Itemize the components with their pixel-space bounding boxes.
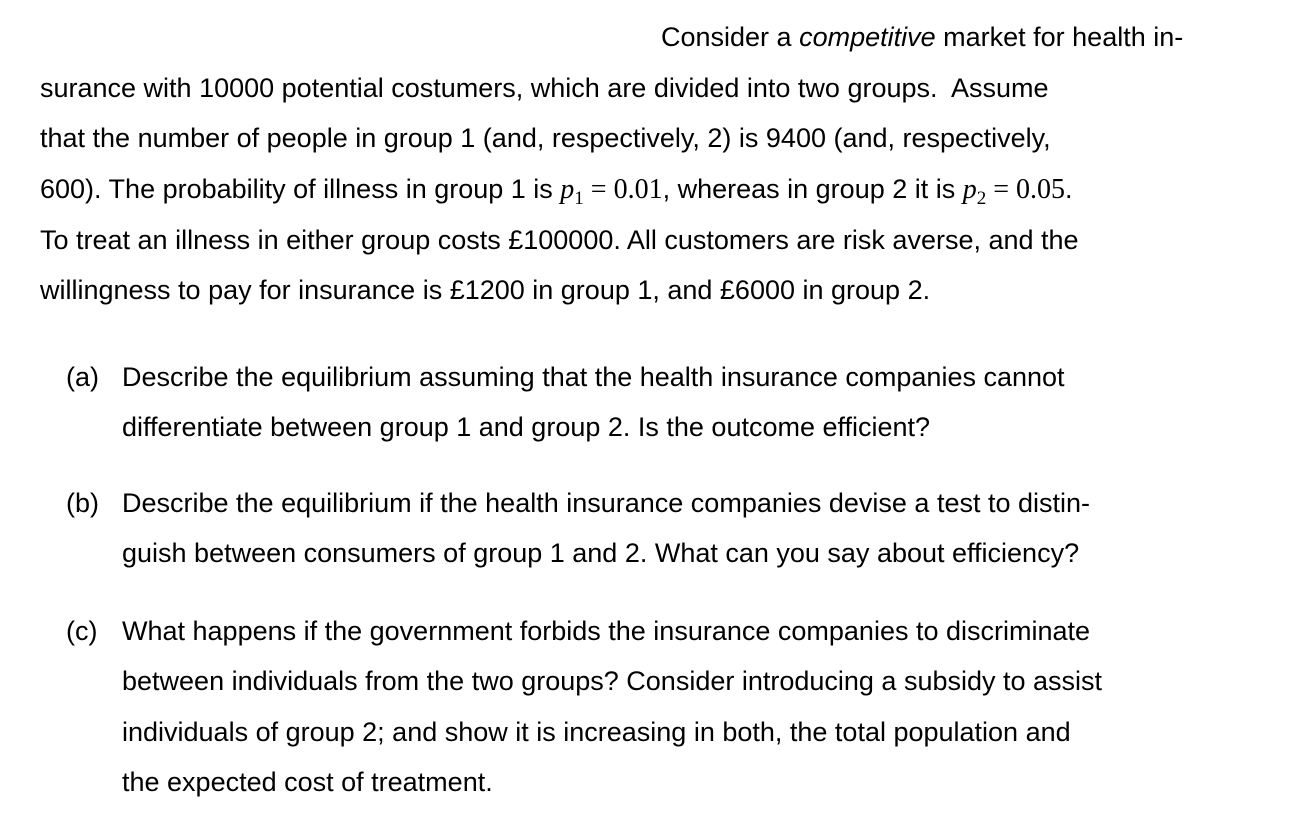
- p2-value: = 0.05: [986, 174, 1066, 205]
- problem-line-2: surance with 10000 potential costumers, which are divided into two groups. Assume: [40, 73, 1049, 103]
- question-c-line-2: between individuals from the two groups? Consider introducing a subsidy to assist: [122, 666, 1103, 696]
- p2-subscript: 2: [976, 188, 987, 209]
- question-a-line-1: Describe the equilibrium assuming that the health insurance companies cannot: [122, 362, 1065, 392]
- problem-line-4-end: .: [1065, 174, 1073, 204]
- p2-formula: [962, 174, 1066, 209]
- question-c-line-4: the expected cost of treatment.: [122, 767, 493, 797]
- question-a-line-2: differentiate between group 1 and group 2. Is the outcome efficient?: [122, 412, 931, 442]
- question-c-line-3: individuals of group 2; and show it is increasing in both, the total population and: [122, 717, 1071, 747]
- question-b-label: (b): [66, 488, 99, 518]
- question-b-line-1: Describe the equilibrium if the health insurance companies devise a test to distin-: [122, 488, 1091, 518]
- problem-line-4-start: 600). The probability of illness in group 1 is: [40, 174, 561, 204]
- p1-formula: [560, 174, 663, 209]
- p1-value: = 0.01: [583, 174, 663, 205]
- problem-line-1: [661, 20, 1183, 54]
- problem-line-3: that the number of people in group 1 (and, respectively, 2) is 9400 (and, respectively,: [40, 123, 1051, 153]
- problem-line-4-middle: , whereas in group 2 it is: [662, 174, 963, 204]
- problem-line-4: [40, 172, 1073, 210]
- problem-line-1-start: Consider a: [661, 22, 800, 52]
- problem-line-1-end: market for health in-: [935, 22, 1184, 52]
- p2-variable: p: [962, 174, 977, 205]
- question-b-line-2: guish between consumers of group 1 and 2. What can you say about efficiency?: [122, 538, 1080, 568]
- question-a-label: (a): [66, 362, 99, 392]
- question-c-line-1: What happens if the government forbids the insurance companies to discriminate: [122, 616, 1091, 646]
- problem-line-6: willingness to pay for insurance is £1200 in group 1, and £6000 in group 2.: [40, 275, 931, 305]
- problem-line-5: To treat an illness in either group costs £100000. All customers are risk averse, and the: [40, 225, 1079, 255]
- emphasized-word: competitive: [799, 22, 936, 52]
- question-c-label: (c): [66, 616, 98, 646]
- p1-subscript: 1: [574, 188, 584, 209]
- p1-variable: p: [560, 174, 575, 205]
